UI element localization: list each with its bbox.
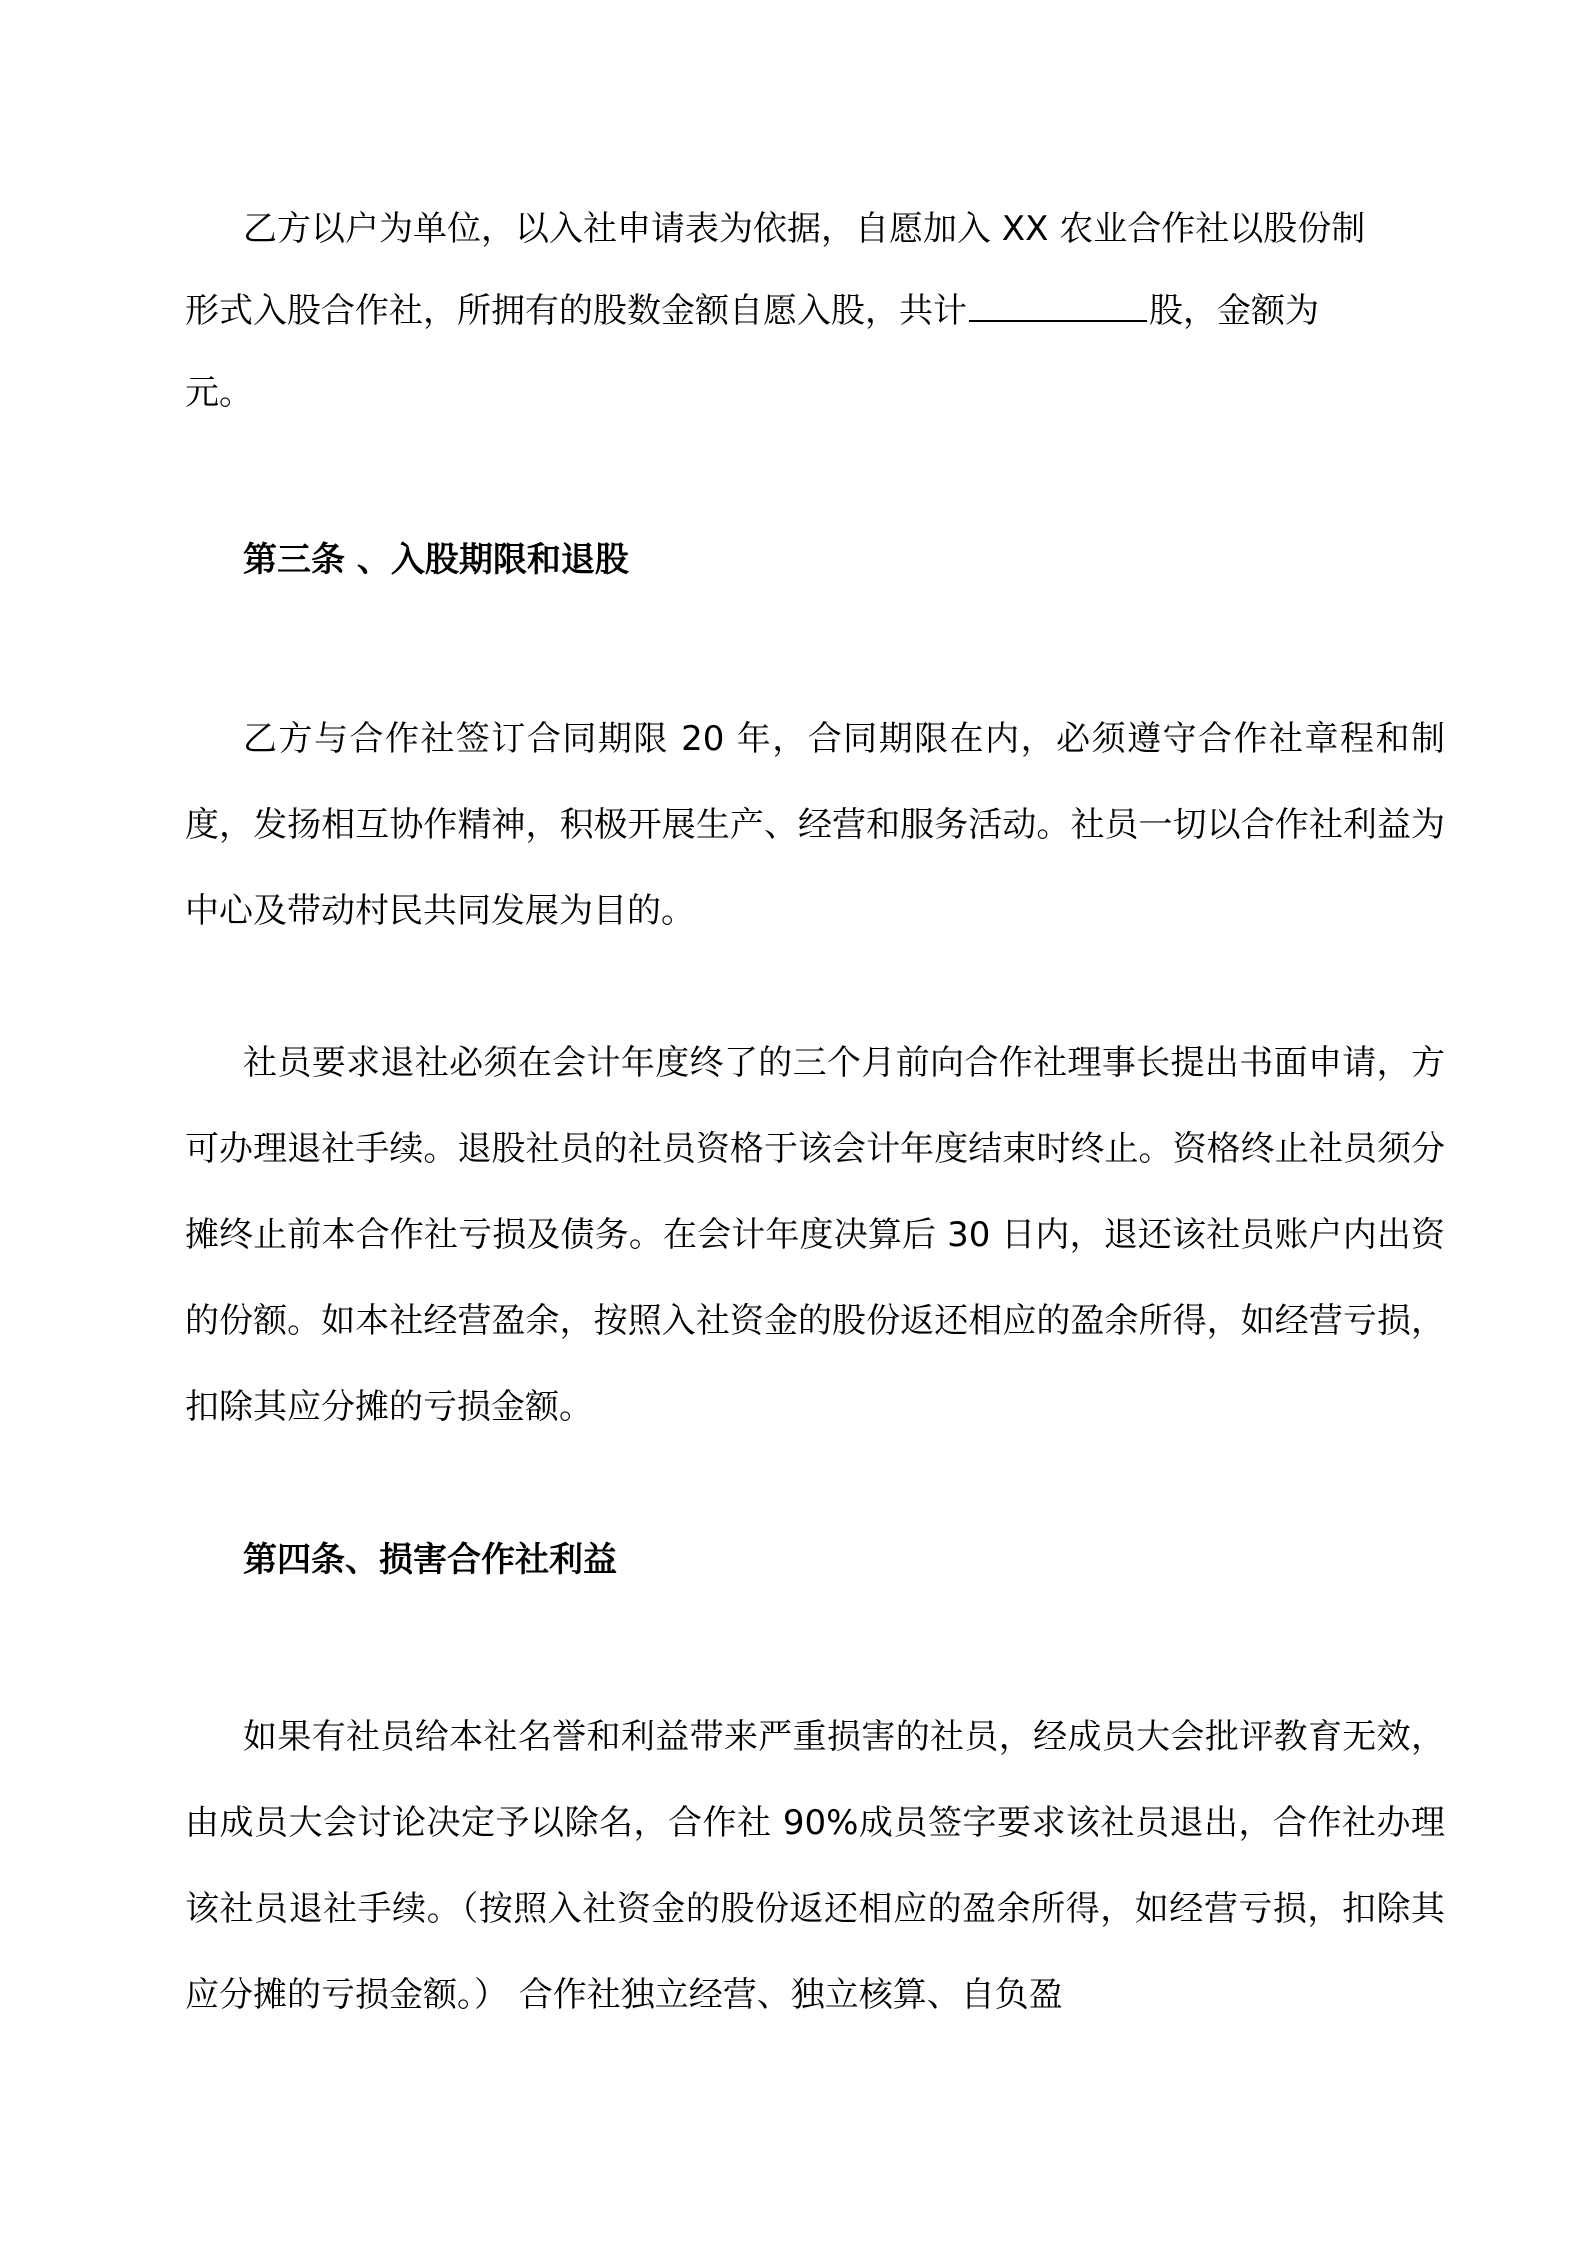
article3-paragraph-2: 社员要求退社必须在会计年度终了的三个月前向合作社理事长提出书面申请，方可办理退社手续。退股社员的社员资格于该会计年度结束时终止。资格终止社员须分摊终止前本合作社亏损及债务。在会计年度决算后 30 日内，退还该社员账户内出资的份额。如本社经营盈余，按照入社资金的股份返还相应的盈余所得，如经营亏损，扣除其应分摊的亏损金额。 — [185, 1043, 1445, 1427]
article2-line2-text-after: 股，金额为 — [1149, 291, 1319, 331]
article3-heading: 第三条 、入股期限和退股 — [243, 540, 629, 580]
share-count-blank[interactable] — [969, 286, 1147, 322]
article4-paragraph-1: 如果有社员给本社名誉和利益带来严重损害的社员，经成员大会批评教育无效，由成员大会讨论决定予以除名，合作社 90%成员签字要求该社员退出，合作社办理该社员退社手续。（按照入社资金的股份返还相应的盈余所得，如经营亏损，扣除其应分摊的亏损金额。） 合作社独立经营、独立核算、自负盈 — [185, 1717, 1445, 2015]
article2-line2 — [185, 268, 1445, 354]
article2-line3: 元。 — [185, 373, 253, 413]
article3-paragraph-1: 乙方与合作社签订合同期限 20 年，合同期限在内，必须遵守合作社章程和制度，发扬相互协作精神，积极开展生产、经营和服务活动。社员一切以合作社利益为中心及带动村民共同发展为目的。 — [185, 719, 1445, 931]
article2-line2-text-before: 形式入股合作社，所拥有的股数金额自愿入股，共计 — [185, 291, 967, 331]
article2-line1: 乙方以户为单位，以入社申请表为依据，自愿加入 XX 农业合作社以股份制 — [243, 209, 1366, 249]
article4-heading: 第四条、损害合作社利益 — [243, 1540, 617, 1580]
